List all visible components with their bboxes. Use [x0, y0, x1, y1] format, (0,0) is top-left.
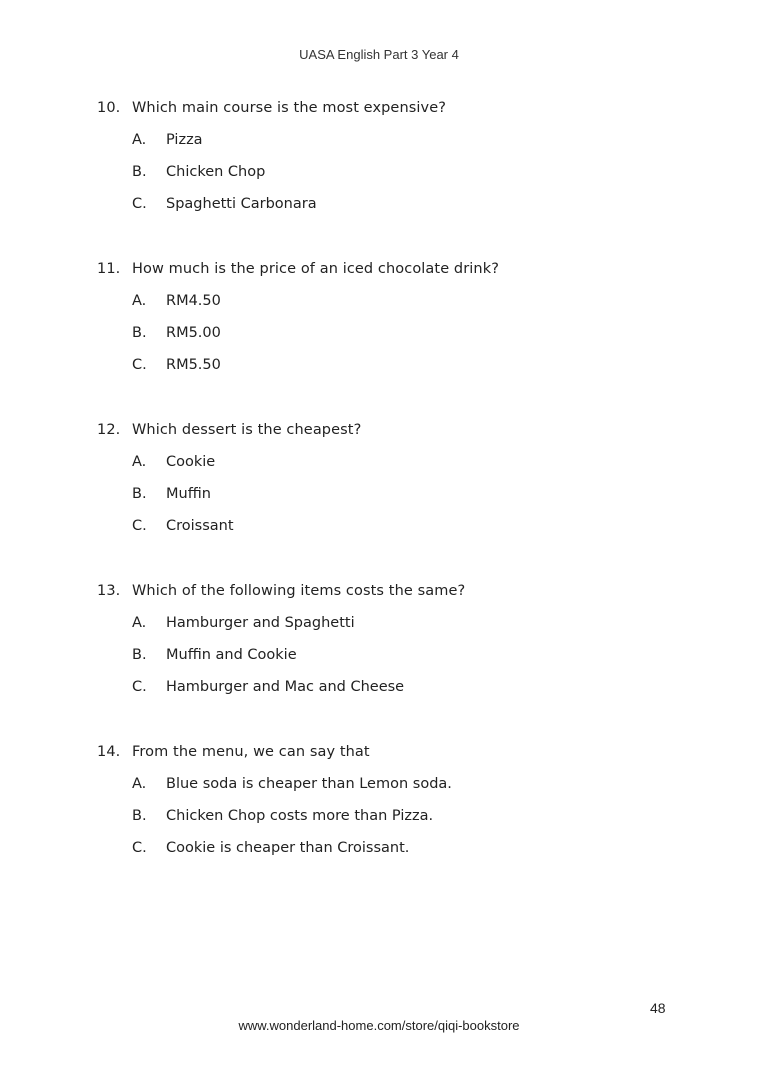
- option-c: [132, 355, 499, 375]
- option-a: [132, 774, 452, 794]
- option-text: Muffin and Cookie: [166, 647, 297, 663]
- question-stem: [97, 581, 465, 601]
- question-number: 10.: [97, 100, 121, 116]
- option-a: [132, 613, 465, 633]
- option-text: Cookie is cheaper than Croissant.: [166, 840, 410, 856]
- option-letter: A.: [132, 293, 147, 309]
- option-letter: C.: [132, 518, 147, 534]
- option-letter: A.: [132, 132, 147, 148]
- option-letter: B.: [132, 164, 147, 180]
- option-text: RM5.00: [166, 325, 221, 341]
- option-letter: B.: [132, 325, 147, 341]
- option-text: RM5.50: [166, 357, 221, 373]
- question-14: [97, 742, 452, 858]
- option-b: [132, 806, 452, 826]
- question-10: [97, 98, 446, 214]
- option-text: Muffin: [166, 486, 211, 502]
- question-text: Which main course is the most expensive?: [132, 100, 447, 116]
- option-a: [132, 452, 361, 472]
- option-letter: B.: [132, 647, 147, 663]
- footer-url: www.wonderland-home.com/store/qiqi-bookstore: [238, 1018, 520, 1033]
- option-text: RM4.50: [166, 293, 221, 309]
- option-text: Chicken Chop costs more than Pizza.: [166, 808, 434, 824]
- question-number: 11.: [97, 261, 121, 277]
- option-b: [132, 323, 499, 343]
- question-stem: [97, 98, 446, 118]
- question-number: 14.: [97, 744, 121, 760]
- option-b: [132, 162, 446, 182]
- option-a: [132, 130, 446, 150]
- option-letter: B.: [132, 808, 147, 824]
- question-number: 13.: [97, 583, 121, 599]
- question-11: [97, 259, 499, 375]
- option-letter: C.: [132, 840, 147, 856]
- option-c: [132, 516, 361, 536]
- question-text: Which dessert is the cheapest?: [132, 422, 362, 438]
- option-text: Spaghetti Carbonara: [166, 196, 317, 212]
- option-c: [132, 194, 446, 214]
- option-letter: A.: [132, 454, 147, 470]
- option-letter: C.: [132, 196, 147, 212]
- option-c: [132, 677, 465, 697]
- option-b: [132, 484, 361, 504]
- question-stem: [97, 742, 452, 762]
- question-number: 12.: [97, 422, 121, 438]
- question-13: [97, 581, 465, 697]
- question-text: Which of the following items costs the same?: [132, 583, 466, 599]
- option-letter: A.: [132, 615, 147, 631]
- question-stem: [97, 420, 361, 440]
- option-letter: A.: [132, 776, 147, 792]
- option-text: Croissant: [166, 518, 234, 534]
- question-12: [97, 420, 361, 536]
- option-letter: B.: [132, 486, 147, 502]
- question-stem: [97, 259, 499, 279]
- option-text: Cookie: [166, 454, 216, 470]
- option-text: Blue soda is cheaper than Lemon soda.: [166, 776, 452, 792]
- option-text: Chicken Chop: [166, 164, 266, 180]
- page-header: UASA English Part 3 Year 4: [299, 47, 459, 62]
- option-text: Hamburger and Mac and Cheese: [166, 679, 405, 695]
- option-b: [132, 645, 465, 665]
- page-number: 48: [650, 1000, 666, 1016]
- option-c: [132, 838, 452, 858]
- option-a: [132, 291, 499, 311]
- option-text: Hamburger and Spaghetti: [166, 615, 355, 631]
- option-text: Pizza: [166, 132, 203, 148]
- question-text: From the menu, we can say that: [132, 744, 370, 760]
- question-text: How much is the price of an iced chocolate drink?: [132, 261, 500, 277]
- option-letter: C.: [132, 357, 147, 373]
- option-letter: C.: [132, 679, 147, 695]
